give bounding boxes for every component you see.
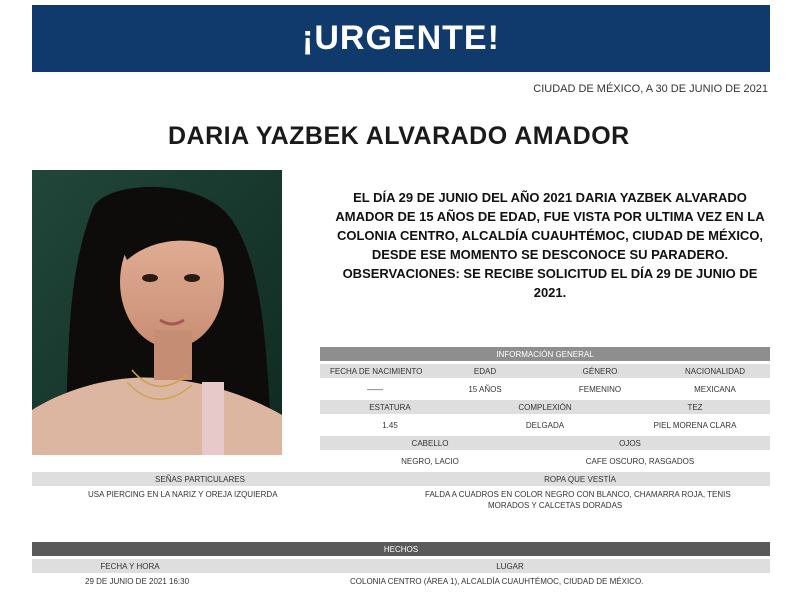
complexion-value: PIEL MORENA CLARA [653,421,737,430]
height-value: 1.45 [382,421,398,430]
clothes-value-2: MORADOS Y CALCETAS DORADAS [488,501,623,510]
person-photo-graphic [32,170,282,455]
banner-title: ¡URGENTE! [302,19,500,57]
narrative-text: EL DÍA 29 DE JUNIO DEL AÑO 2021 DARIA YAZBEK ALVARADO AMADOR DE 15 AÑOS DE EDAD, FUE VISTA POR ULTIMA VEZ EN LA COLONIA CENTRO, ALCALDÍA CUAUHTÉMOC, CIUDAD DE MÉXICO, DESDE ESE MOMENTO SE DESCONOCE SU PARADERO. OBSERVACIONES: SE RECIBE SOLICITUD EL DÍA 29 DE JUNIO DE 2021. [335,190,765,300]
facts-date-value: 29 DE JUNIO DE 2021 16:30 [85,577,190,586]
eyes-label: OJOS [619,439,641,448]
general-info-header: INFORMACIÓN GENERAL [320,347,770,361]
height-label: ESTATURA [369,403,411,412]
clothes-label: ROPA QUE VESTÍA [544,475,616,484]
build-value: DELGADA [525,421,565,430]
build-label: COMPLEXIÓN [518,403,572,412]
person-photo [32,170,282,455]
age-label: EDAD [473,367,497,376]
birth-label: FECHA DE NACIMIENTO [330,367,423,376]
nationality-label: NACIONALIDAD [684,367,745,376]
nationality-value: MEXICANA [694,385,736,394]
facts-header: HECHOS [32,542,770,556]
marks-value: USA PIERCING EN LA NARIZ Y OREJA IZQUIERDA [88,490,278,499]
age-value: 15 AÑOS [468,385,502,394]
marks-label: SEÑAS PARTICULARES [155,475,245,484]
gender-value: FEMENINO [578,385,622,394]
hair-value: NEGRO, LACIO [401,457,459,466]
birth-value: —— [367,385,383,394]
facts-place-label: LUGAR [496,562,524,571]
clothes-value-1: FALDA A CUADROS EN COLOR NEGRO CON BLANCO, CHAMARRA ROJA, TENIS [425,490,731,499]
place-date: CIUDAD DE MÉXICO, A 30 DE JUNIO DE 2021 [533,83,768,95]
complexion-label: TEZ [687,403,703,412]
gender-label: GÉNERO [582,367,618,376]
eyes-value: CAFE OSCURO, RASGADOS [585,457,695,466]
urgent-banner [32,5,770,72]
facts-place-value: COLONIA CENTRO (ÁREA 1), ALCALDÍA CUAUHTÉMOC, CIUDAD DE MÉXICO. [350,577,644,586]
hair-label: CABELLO [411,439,449,448]
facts-date-label: FECHA Y HORA [100,562,160,571]
person-name: DARIA YAZBEK ALVARADO AMADOR [168,122,630,150]
